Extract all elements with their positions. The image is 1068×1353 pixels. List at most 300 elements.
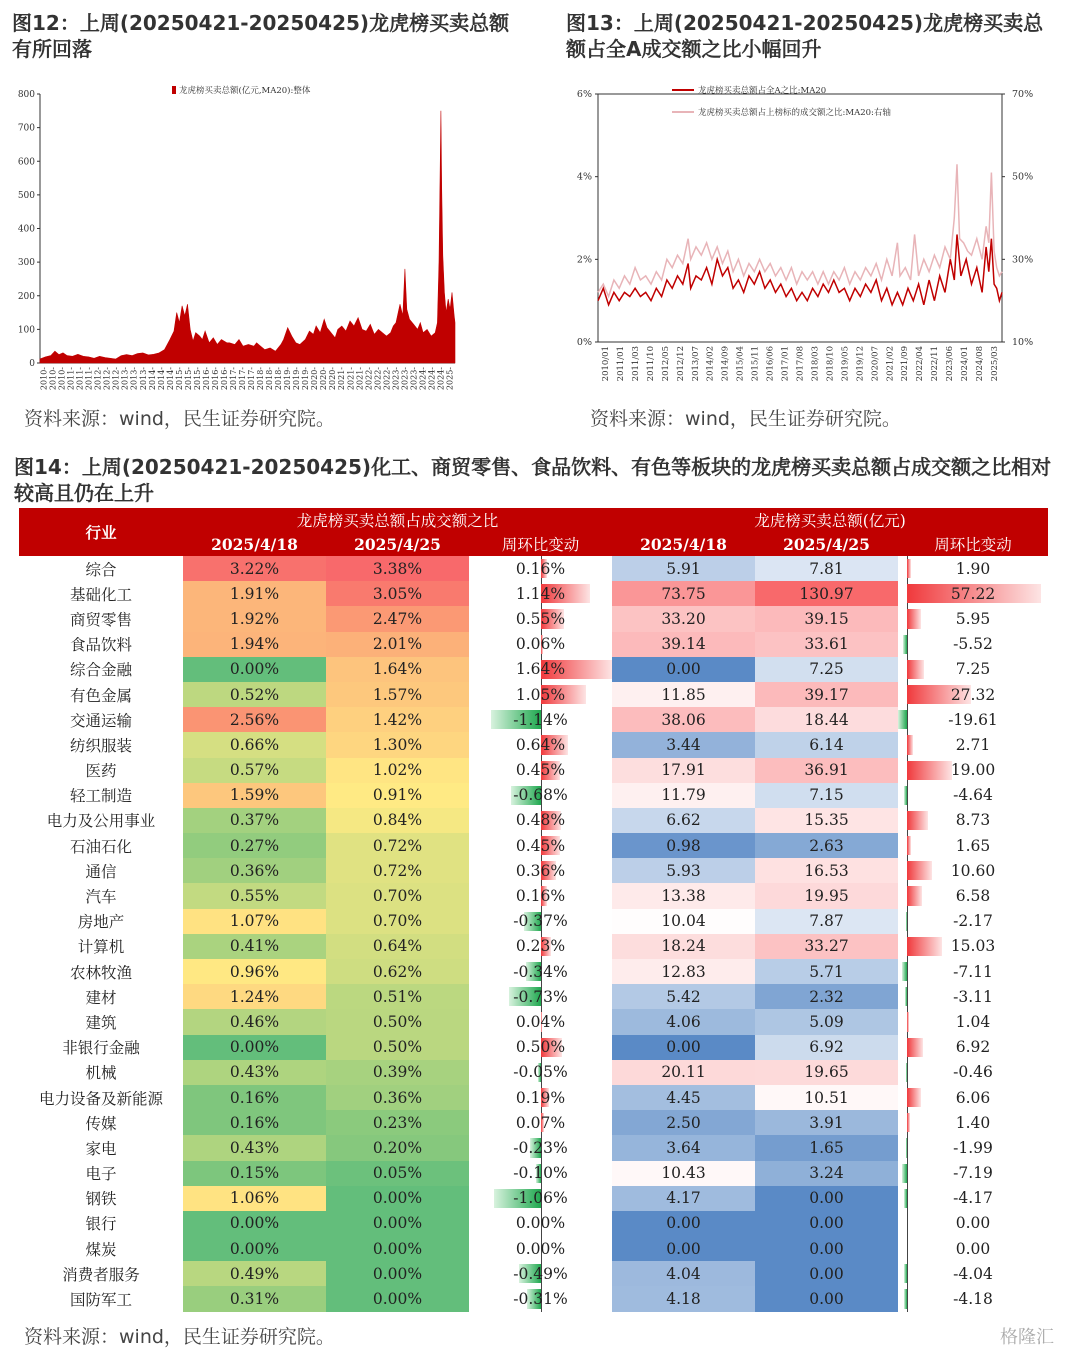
table-row	[19, 1135, 1048, 1160]
ratio-d2-cell: 0.20%	[326, 1135, 469, 1160]
amt-d1-cell: 3.44	[612, 732, 755, 757]
amt-chg-cell	[898, 959, 1048, 984]
fig13-plot-frame	[598, 94, 1002, 342]
industry-cell: 煤炭	[85, 1240, 117, 1259]
change-value: 0.16%	[515, 887, 566, 906]
header-group-amount: 龙虎榜买卖总额(亿元)	[612, 508, 1048, 532]
industry-cell: 通信	[85, 862, 117, 881]
amt-d1-cell: 11.85	[612, 682, 755, 707]
fig13-xtick-label: 2015/04	[735, 346, 746, 382]
change-value: 0.00	[955, 1214, 991, 1233]
amt-d1-cell: 4.18	[612, 1286, 755, 1311]
col-amt-d2: 2025/4/25	[755, 532, 898, 556]
table-row	[19, 556, 1048, 581]
ratio-d1-cell: 0.00%	[183, 657, 326, 682]
amt-d2-cell: 0.00	[755, 1186, 898, 1211]
fig12-xtick-label: 2013-	[120, 367, 130, 391]
fig12-xtick-label: 2024-	[418, 367, 428, 391]
change-value: 0.45%	[515, 836, 566, 855]
change-value: 5.95	[955, 609, 991, 628]
amt-d1-cell: 33.20	[612, 606, 755, 631]
table-row	[19, 833, 1048, 858]
amt-d2-cell: 6.92	[755, 1035, 898, 1060]
industry-cell: 综合	[85, 560, 117, 579]
amt-d1-cell: 13.38	[612, 883, 755, 908]
amt-chg-cell	[898, 1009, 1048, 1034]
amt-d1-cell: 4.04	[612, 1261, 755, 1286]
amt-chg-cell	[898, 858, 1048, 883]
change-value: -0.46	[953, 1063, 993, 1082]
ratio-d1-cell: 0.49%	[183, 1261, 326, 1286]
ratio-d2-cell: 2.47%	[326, 606, 469, 631]
change-value: 0.00	[955, 1239, 991, 1258]
amt-d1-cell: 12.83	[612, 959, 755, 984]
bar-axis	[907, 783, 908, 808]
industry-cell: 计算机	[77, 938, 125, 957]
bar-axis	[907, 1161, 908, 1186]
ratio-chg-cell	[469, 984, 612, 1009]
amt-chg-cell	[898, 581, 1048, 606]
fig12-xtick-label: 2015-	[192, 367, 202, 391]
industry-cell: 商贸零售	[69, 610, 132, 629]
ratio-chg-cell	[469, 632, 612, 657]
amt-chg-cell	[898, 606, 1048, 631]
change-value: 0.55%	[515, 609, 566, 628]
change-value: -19.61	[948, 710, 998, 729]
change-value: -2.17	[953, 912, 993, 931]
change-bar	[904, 786, 907, 805]
ratio-chg-cell	[469, 758, 612, 783]
fig12-xtick-label: 2022-	[373, 367, 383, 391]
amt-d2-cell: 3.91	[755, 1110, 898, 1135]
bar-axis	[907, 984, 908, 1009]
amt-d2-cell: 7.15	[755, 783, 898, 808]
fig13-xtick-label: 2017/01	[780, 346, 791, 382]
amt-chg-cell	[898, 732, 1048, 757]
ratio-chg-cell	[469, 783, 612, 808]
fig12-ytick-label: 800	[17, 90, 35, 100]
ratio-chg-cell	[469, 833, 612, 858]
change-value: -4.64	[953, 786, 993, 805]
amt-d2-cell: 7.81	[755, 556, 898, 581]
ratio-d1-cell: 2.56%	[183, 707, 326, 732]
industry-cell: 电子	[85, 1165, 117, 1184]
fig12-xtick-label: 2012-	[111, 367, 121, 391]
ratio-d1-cell: 0.16%	[183, 1085, 326, 1110]
col-amt-d1: 2025/4/18	[612, 532, 755, 556]
amt-chg-cell	[898, 1211, 1048, 1236]
ratio-d1-cell: 0.15%	[183, 1161, 326, 1186]
fig13-xtick-label: 2011/03	[630, 346, 641, 382]
amt-chg-cell	[898, 657, 1048, 682]
change-bar	[907, 886, 922, 905]
ratio-d2-cell: 0.64%	[326, 934, 469, 959]
fig13-xtick-label: 2019/12	[855, 346, 866, 382]
amt-d2-cell: 18.44	[755, 707, 898, 732]
ratio-d1-cell: 3.22%	[183, 556, 326, 581]
ratio-d2-cell: 0.00%	[326, 1261, 469, 1286]
ratio-d2-cell: 1.64%	[326, 657, 469, 682]
ratio-d1-cell: 1.59%	[183, 783, 326, 808]
amt-d1-cell: 17.91	[612, 758, 755, 783]
fig12-xtick-label: 2021-	[337, 367, 347, 391]
ratio-chg-cell	[469, 883, 612, 908]
change-value: -0.68%	[513, 786, 568, 805]
amt-d1-cell: 20.11	[612, 1060, 755, 1085]
ratio-chg-cell	[469, 707, 612, 732]
amt-chg-cell	[898, 1261, 1048, 1286]
change-value: 0.07%	[515, 1113, 566, 1132]
watermark: 格隆汇	[1000, 1327, 1054, 1348]
table-row	[19, 1161, 1048, 1186]
ratio-d1-cell: 1.94%	[183, 632, 326, 657]
fig13-xtick-label: 2017/08	[795, 346, 806, 382]
fig13-ytick-right-label: 10%	[1012, 337, 1034, 348]
fig13-xtick-label: 2010/01	[600, 346, 611, 382]
table-row	[19, 606, 1048, 631]
change-value: 1.64%	[515, 660, 566, 679]
change-value: 0.04%	[515, 1012, 566, 1031]
fig12-xtick-label: 2014-	[156, 367, 166, 391]
amt-d2-cell: 2.32	[755, 984, 898, 1009]
bar-axis	[907, 707, 908, 732]
bar-axis	[907, 1186, 908, 1211]
ratio-d2-cell: 1.02%	[326, 758, 469, 783]
fig13-xtick-label: 2021/02	[885, 346, 896, 382]
change-bar	[902, 962, 907, 981]
fig12-legend-swatch	[172, 86, 176, 94]
ratio-chg-cell	[469, 657, 612, 682]
industry-cell: 银行	[85, 1215, 117, 1234]
ratio-chg-cell	[469, 1161, 612, 1186]
amt-chg-cell	[898, 682, 1048, 707]
ratio-chg-cell	[469, 581, 612, 606]
amt-chg-cell	[898, 883, 1048, 908]
ratio-d2-cell: 0.00%	[326, 1286, 469, 1311]
amt-d2-cell: 19.65	[755, 1060, 898, 1085]
industry-cell: 机械	[85, 1064, 117, 1083]
fig12-xtick-label: 2019-	[283, 367, 293, 391]
ratio-d2-cell: 0.62%	[326, 959, 469, 984]
fig13-legend-label-1: 龙虎榜买卖总额占全A之比:MA20	[698, 86, 827, 96]
table-row	[19, 883, 1048, 908]
change-bar	[903, 635, 907, 654]
amt-chg-cell	[898, 1186, 1048, 1211]
table-row	[19, 959, 1048, 984]
fig12-xtick-label: 2014-	[165, 367, 175, 391]
fig12-xtick-label: 2010-	[48, 367, 58, 391]
fig13-ytick-left-label: 4%	[576, 171, 592, 183]
fig12-ytick-label: 700	[17, 123, 35, 134]
fig13-xtick-label: 2024/08	[975, 346, 986, 382]
ratio-d2-cell: 0.05%	[326, 1161, 469, 1186]
fig12-xtick-label: 2011-	[84, 367, 94, 391]
change-bar	[904, 1264, 907, 1283]
ratio-d2-cell: 0.39%	[326, 1060, 469, 1085]
change-value: 0.00%	[515, 1214, 566, 1233]
ratio-d1-cell: 1.92%	[183, 606, 326, 631]
fig12-source: 资料来源：wind，民生证券研究院。	[24, 408, 335, 430]
fig14-source: 资料来源：wind，民生证券研究院。	[24, 1326, 335, 1348]
fig12-xtick-label: 2021-	[346, 367, 356, 391]
industry-cell: 综合金融	[69, 661, 132, 680]
industry-cell: 石油石化	[69, 837, 132, 856]
amt-d1-cell: 10.04	[612, 909, 755, 934]
amt-d1-cell: 3.64	[612, 1135, 755, 1160]
amt-d1-cell: 11.79	[612, 783, 755, 808]
ratio-d1-cell: 0.16%	[183, 1110, 326, 1135]
change-value: 15.03	[950, 937, 996, 956]
fig12-ytick-label: 500	[17, 190, 35, 201]
fig12-xtick-label: 2020-	[310, 367, 320, 391]
fig12-xtick-label: 2023-	[391, 367, 401, 391]
amt-d1-cell: 38.06	[612, 707, 755, 732]
ratio-chg-cell	[469, 682, 612, 707]
change-value: -0.05%	[513, 1063, 568, 1082]
fig13-xtick-label: 2018/10	[825, 346, 836, 382]
industry-cell: 电力及公用事业	[46, 812, 156, 831]
ratio-chg-cell	[469, 1186, 612, 1211]
change-value: 6.58	[955, 887, 991, 906]
ratio-d1-cell: 1.91%	[183, 581, 326, 606]
change-bar	[907, 811, 928, 830]
amt-d2-cell: 7.25	[755, 657, 898, 682]
table-row	[19, 1211, 1048, 1236]
ratio-chg-cell	[469, 909, 612, 934]
amt-d2-cell: 130.97	[755, 581, 898, 606]
fig13-xtick-label: 2022/04	[915, 346, 926, 382]
bar-axis	[907, 1286, 908, 1311]
fig12-xtick-label: 2017-	[228, 367, 238, 391]
industry-cell: 医药	[85, 762, 117, 781]
fig12-xtick-label: 2013-	[138, 367, 148, 391]
change-value: -1.99	[953, 1138, 993, 1157]
table-row	[19, 858, 1048, 883]
change-bar	[907, 761, 952, 780]
fig13-series-right	[598, 164, 1002, 296]
amt-d2-cell: 6.14	[755, 732, 898, 757]
fig12-xtick-label: 2024-	[436, 367, 446, 391]
ratio-d1-cell: 0.43%	[183, 1060, 326, 1085]
bar-axis	[907, 1236, 908, 1261]
amt-chg-cell	[898, 758, 1048, 783]
change-value: 10.60	[950, 861, 996, 880]
bar-axis	[907, 1135, 908, 1160]
industry-cell: 家电	[85, 1139, 117, 1158]
ratio-d2-cell: 1.30%	[326, 732, 469, 757]
amt-chg-cell	[898, 556, 1048, 581]
change-bar	[907, 1038, 923, 1057]
fig12-xtick-label: 2018-	[256, 367, 266, 391]
fig13-xtick-label: 2011/10	[645, 346, 656, 382]
ratio-d2-cell: 0.00%	[326, 1211, 469, 1236]
fig13-xtick-label: 2023/06	[945, 346, 956, 382]
amt-d2-cell: 1.65	[755, 1135, 898, 1160]
table-row	[19, 783, 1048, 808]
ratio-d2-cell: 0.23%	[326, 1110, 469, 1135]
amt-d1-cell: 4.06	[612, 1009, 755, 1034]
table-row	[19, 707, 1048, 732]
fig12-ytick-label: 600	[17, 157, 35, 168]
change-value: 0.06%	[515, 635, 566, 654]
fig12-xtick-label: 2021-	[355, 367, 365, 391]
table-row	[19, 732, 1048, 757]
amt-chg-cell	[898, 984, 1048, 1009]
amt-d1-cell: 10.43	[612, 1161, 755, 1186]
amt-d2-cell: 7.87	[755, 909, 898, 934]
bar-axis	[907, 1261, 908, 1286]
fig12-xtick-label: 2010-	[57, 367, 67, 391]
ratio-d1-cell: 0.57%	[183, 758, 326, 783]
amt-chg-cell	[898, 1035, 1048, 1060]
ratio-chg-cell	[469, 1060, 612, 1085]
table-row	[19, 1261, 1048, 1286]
ratio-chg-cell	[469, 1035, 612, 1060]
table-row	[19, 1060, 1048, 1085]
table-row	[19, 1085, 1048, 1110]
ratio-d1-cell: 0.66%	[183, 732, 326, 757]
fig14-title: 图14：上周(20250421-20250425)化工、商贸零售、食品饮料、有色等板块的龙虎榜买卖总额占成交额之比相对较高且仍在上升	[14, 455, 1052, 505]
amt-chg-cell	[898, 1135, 1048, 1160]
amt-chg-cell	[898, 909, 1048, 934]
industry-cell: 非银行金融	[62, 1039, 140, 1058]
change-bar	[906, 912, 908, 931]
fig12-xtick-label: 2014-	[147, 367, 157, 391]
fig13-xtick-label: 2021/09	[900, 346, 911, 382]
change-bar	[906, 1063, 907, 1082]
ratio-chg-cell	[469, 1236, 612, 1261]
fig13-ytick-right-label: 70%	[1012, 89, 1034, 100]
table-row	[19, 682, 1048, 707]
amt-d2-cell: 33.27	[755, 934, 898, 959]
fig12-xtick-label: 2022-	[382, 367, 392, 391]
change-value: -1.14%	[513, 710, 568, 729]
ratio-d1-cell: 1.24%	[183, 984, 326, 1009]
ratio-d2-cell: 3.05%	[326, 581, 469, 606]
change-value: -4.18	[953, 1290, 993, 1309]
ratio-d1-cell: 0.41%	[183, 934, 326, 959]
industry-cell: 有色金属	[69, 686, 132, 705]
fig13-xtick-label: 2015/11	[750, 346, 761, 382]
industry-cell: 基础化工	[69, 585, 132, 604]
change-value: 6.06	[955, 1088, 991, 1107]
change-bar	[904, 1189, 907, 1208]
change-value: 27.32	[950, 685, 996, 704]
ratio-d1-cell: 0.36%	[183, 858, 326, 883]
fig12-xtick-label: 2025-	[445, 367, 455, 391]
ratio-d1-cell: 0.55%	[183, 883, 326, 908]
industry-cell: 消费者服务	[62, 1265, 140, 1284]
fig13-xtick-label: 2016/06	[765, 346, 776, 382]
change-value: 0.36%	[515, 861, 566, 880]
ratio-chg-cell	[469, 1286, 612, 1311]
amt-d2-cell: 16.53	[755, 858, 898, 883]
ratio-d2-cell: 0.70%	[326, 883, 469, 908]
col-ratio-d2: 2025/4/25	[326, 532, 469, 556]
industry-cell: 汽车	[85, 888, 117, 907]
fig12-xtick-label: 2024-	[427, 367, 437, 391]
amt-chg-cell	[898, 1286, 1048, 1311]
amt-chg-cell	[898, 1060, 1048, 1085]
amt-d1-cell: 5.93	[612, 858, 755, 883]
fig13-xtick-label: 2022/11	[930, 346, 941, 382]
ratio-chg-cell	[469, 1261, 612, 1286]
amt-chg-cell	[898, 1236, 1048, 1261]
fig13-xtick-label: 2012/12	[675, 346, 686, 382]
table-row	[19, 1035, 1048, 1060]
fig12-xtick-label: 2011-	[66, 367, 76, 391]
fig13-xtick-label: 2014/02	[705, 346, 716, 382]
change-value: 6.92	[955, 1038, 991, 1057]
change-bar	[907, 609, 921, 628]
amt-d1-cell: 0.00	[612, 1211, 755, 1236]
amt-d2-cell: 5.09	[755, 1009, 898, 1034]
table-row	[19, 808, 1048, 833]
table-row	[19, 657, 1048, 682]
amt-chg-cell	[898, 783, 1048, 808]
amt-d1-cell: 6.62	[612, 808, 755, 833]
fig12-ytick-label: 200	[17, 291, 35, 302]
col-industry: 行业	[19, 508, 183, 556]
fig14-table-wrap	[19, 508, 1048, 1312]
amt-d2-cell: 0.00	[755, 1261, 898, 1286]
change-value: 57.22	[950, 584, 996, 603]
industry-cell: 建材	[85, 988, 117, 1007]
fig12-xtick-label: 2018-	[274, 367, 284, 391]
ratio-d1-cell: 0.96%	[183, 959, 326, 984]
amt-d1-cell: 5.91	[612, 556, 755, 581]
amt-d2-cell: 39.15	[755, 606, 898, 631]
industry-cell: 国防军工	[69, 1291, 132, 1310]
change-bar	[907, 1012, 909, 1031]
fig12-ytick-label: 300	[17, 258, 35, 269]
ratio-chg-cell	[469, 858, 612, 883]
amt-chg-cell	[898, 808, 1048, 833]
fig13-legend-label-2: 龙虎榜买卖总额占上榜标的成交额之比:MA20:右轴	[698, 108, 891, 118]
change-value: -0.31%	[513, 1290, 568, 1309]
amt-d1-cell: 4.17	[612, 1186, 755, 1211]
change-value: -0.37%	[513, 912, 568, 931]
amt-d1-cell: 0.00	[612, 657, 755, 682]
amt-chg-cell	[898, 934, 1048, 959]
fig12-xtick-label: 2019-	[301, 367, 311, 391]
fig13-ytick-right-label: 30%	[1012, 254, 1034, 266]
ratio-chg-cell	[469, 1211, 612, 1236]
amt-d2-cell: 33.61	[755, 632, 898, 657]
ratio-d1-cell: 1.07%	[183, 909, 326, 934]
ratio-d2-cell: 0.51%	[326, 984, 469, 1009]
fig12-ytick-label: 100	[17, 325, 35, 336]
fig13-xtick-label: 2018/03	[810, 346, 821, 382]
table-row	[19, 632, 1048, 657]
ratio-chg-cell	[469, 959, 612, 984]
fig13-xtick-label: 2020/07	[870, 346, 881, 382]
change-value: 1.05%	[515, 685, 566, 704]
fig12-xtick-label: 2022-	[364, 367, 374, 391]
change-bar	[906, 1138, 907, 1157]
change-value: -0.49%	[513, 1264, 568, 1283]
amt-d2-cell: 0.00	[755, 1286, 898, 1311]
ratio-d2-cell: 0.36%	[326, 1085, 469, 1110]
change-value: -3.11	[953, 987, 993, 1006]
table-row	[19, 1009, 1048, 1034]
industry-cell: 农林牧渔	[69, 963, 132, 982]
ratio-chg-cell	[469, 1135, 612, 1160]
fig13-ytick-right-label: 50%	[1012, 171, 1034, 183]
fig12-ytick-label: 400	[17, 224, 35, 235]
amt-d1-cell: 18.24	[612, 934, 755, 959]
change-bar	[907, 937, 942, 956]
